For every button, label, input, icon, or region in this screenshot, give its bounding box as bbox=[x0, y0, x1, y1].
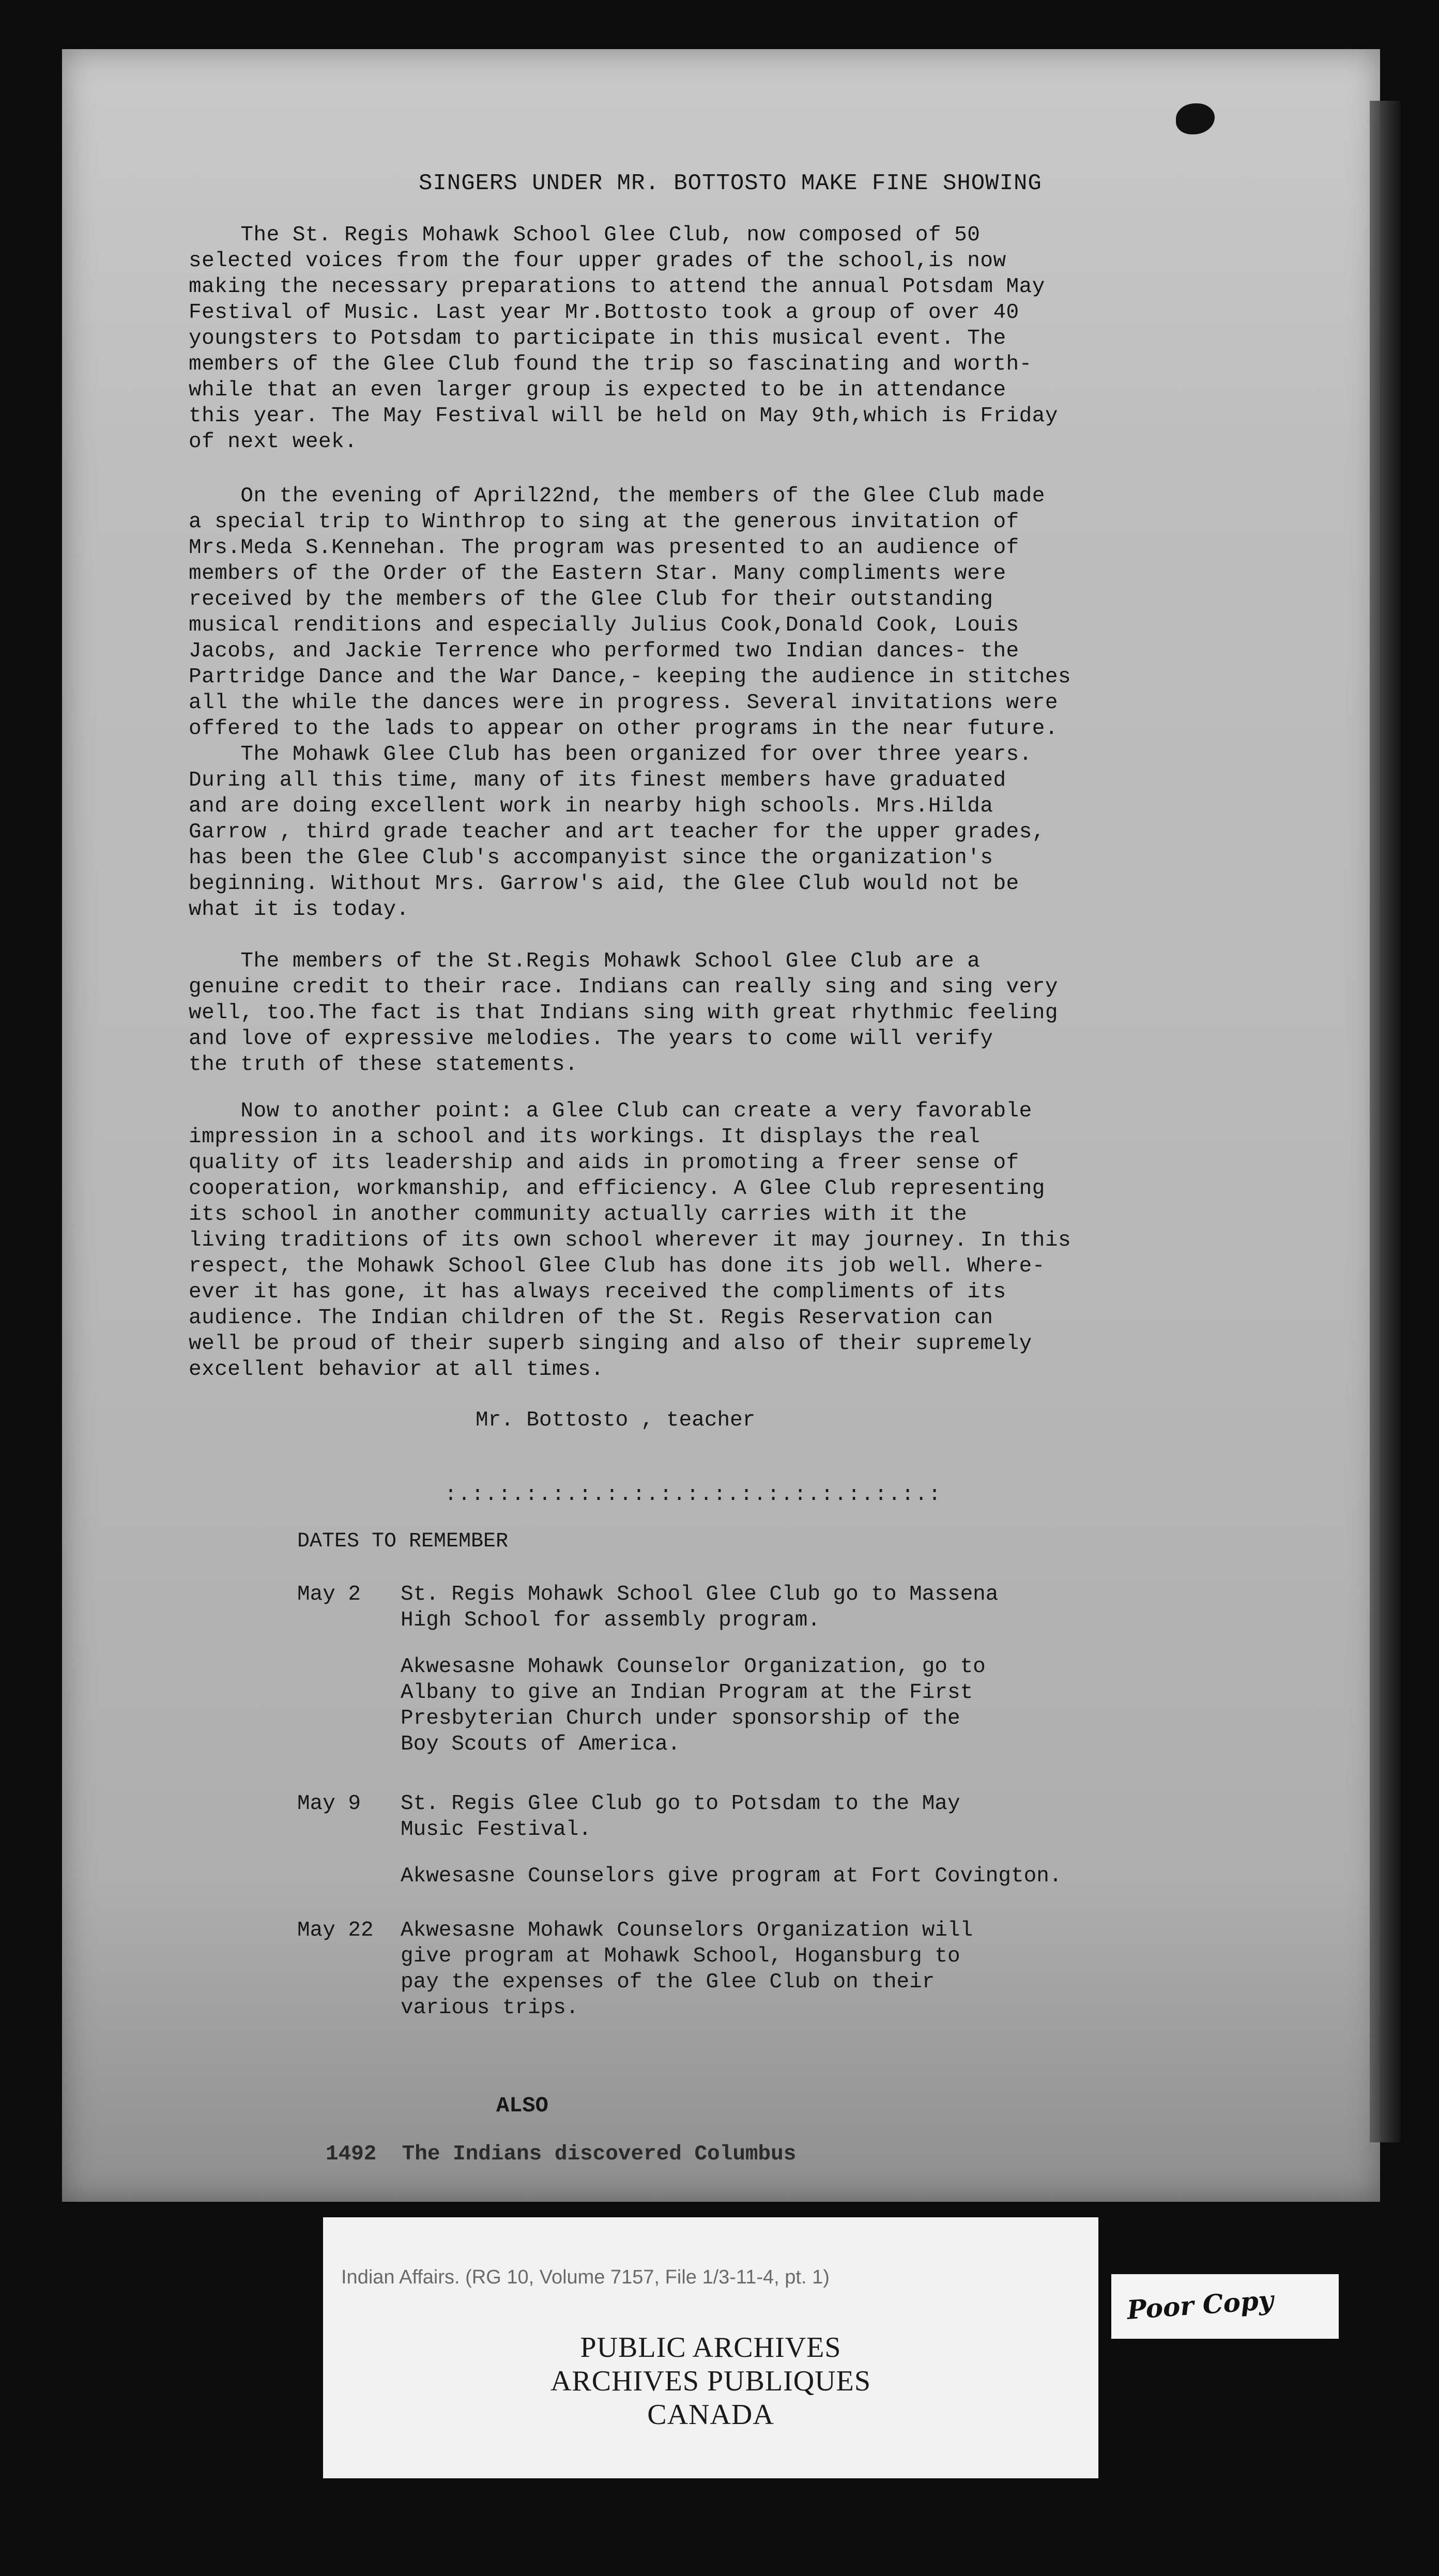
signature-line: Mr. Bottosto , teacher bbox=[476, 1408, 756, 1432]
event-date: May 9 bbox=[297, 1792, 361, 1816]
typed-line: During all this time, many of its finest members have graduated bbox=[189, 769, 1006, 792]
dates-heading: DATES TO REMEMBER bbox=[297, 1530, 509, 1553]
typed-line: ever it has gone, it has always received the compliments of its bbox=[189, 1280, 1006, 1304]
typed-line: beginning. Without Mrs. Garrow's aid, the Glee Club would not be bbox=[189, 872, 1019, 896]
typed-line: excellent behavior at all times. bbox=[189, 1358, 604, 1382]
typed-line: what it is today. bbox=[189, 898, 409, 922]
paragraph-credit-to-race bbox=[189, 948, 1290, 1078]
typed-line: while that an even larger group is expected to be in attendance bbox=[189, 378, 1006, 402]
event-item-gap bbox=[401, 1633, 1279, 1654]
event-body bbox=[401, 1791, 1279, 1889]
paragraph-winthrop-trip bbox=[189, 483, 1290, 923]
event-line: Albany to give an Indian Program at the First bbox=[401, 1681, 973, 1705]
typed-line: The Mohawk Glee Club has been organized for over three years. bbox=[189, 743, 1032, 766]
event-line: Presbyterian Church under sponsorship of the bbox=[401, 1707, 960, 1730]
columbus-footnote: 1492 The Indians discovered Columbus bbox=[326, 2142, 797, 2166]
event-line: St. Regis Mohawk School Glee Club go to Massena bbox=[401, 1583, 999, 1606]
event-date: May 22 bbox=[297, 1919, 374, 1942]
poor-copy-text: Poor Copy bbox=[1126, 2284, 1275, 2325]
event-line: St. Regis Glee Club go to Potsdam to the May bbox=[401, 1792, 960, 1816]
typed-line: musical renditions and especially Julius Cook,Donald Cook, Louis bbox=[189, 614, 1019, 637]
separator-line: :.:.:.:.:.:.:.:.:.:.:.:.:.:.:.:.:.:.: bbox=[445, 1483, 942, 1507]
event-line: various trips. bbox=[401, 1996, 579, 2020]
typed-line: all the while the dances were in progress. Several invitations were bbox=[189, 691, 1058, 715]
typed-line: its school in another community actually carries with it the bbox=[189, 1203, 968, 1226]
archive-citation: Indian Affairs. (RG 10, Volume 7157, File 1/3-11-4, pt. 1) bbox=[341, 2266, 830, 2288]
typed-line: this year. The May Festival will be held on May 9th,which is Friday bbox=[189, 404, 1058, 428]
typed-line: well, too.The fact is that Indians sing with great rhythmic feeling bbox=[189, 1001, 1058, 1025]
typed-line: has been the Glee Club's accompanyist since the organization's bbox=[189, 846, 993, 870]
typed-line: Festival of Music. Last year Mr.Bottosto took a group of over 40 bbox=[189, 301, 1019, 325]
event-line: Music Festival. bbox=[401, 1818, 592, 1842]
event-body bbox=[401, 1582, 1279, 1757]
typed-line: well be proud of their superb singing and also of their supremely bbox=[189, 1332, 1032, 1356]
paragraph-glee-club-intro bbox=[189, 222, 1290, 455]
typed-line: Now to another point: a Glee Club can create a very favorable bbox=[189, 1099, 1032, 1123]
event-line: High School for assembly program. bbox=[401, 1608, 820, 1632]
also-heading: ALSO bbox=[496, 2093, 548, 2118]
typed-line: youngsters to Potsdam to participate in this musical event. The bbox=[189, 327, 1006, 350]
event-date: May 2 bbox=[297, 1583, 361, 1606]
event-item-gap bbox=[401, 1843, 1279, 1863]
paragraph-favorable-impression bbox=[189, 1098, 1290, 1383]
event-body bbox=[401, 1918, 1279, 2021]
typed-line: offered to the lads to appear on other programs in the near future. bbox=[189, 717, 1058, 741]
archive-name-english: PUBLIC ARCHIVES bbox=[580, 2332, 841, 2364]
typed-line: quality of its leadership and aids in promoting a freer sense of bbox=[189, 1151, 1019, 1175]
typed-line: On the evening of April22nd, the members of the Glee Club made bbox=[189, 484, 1045, 508]
typed-line: members of the Glee Club found the trip so fascinating and worth- bbox=[189, 352, 1032, 376]
typed-line: making the necessary preparations to attend the annual Potsdam May bbox=[189, 275, 1045, 299]
event-line: Boy Scouts of America. bbox=[401, 1732, 681, 1756]
event-line: give program at Mohawk School, Hogansburg to bbox=[401, 1944, 960, 1968]
typed-line: of next week. bbox=[189, 430, 358, 454]
typed-line: Partridge Dance and the War Dance,- keeping the audience in stitches bbox=[189, 665, 1071, 689]
typed-line: received by the members of the Glee Club for their outstanding bbox=[189, 588, 993, 611]
typed-line: The members of the St.Regis Mohawk School Glee Club are a bbox=[189, 949, 981, 973]
typed-line: and are doing excellent work in nearby high schools. Mrs.Hilda bbox=[189, 794, 993, 818]
typed-line: Mrs.Meda S.Kennehan. The program was presented to an audience of bbox=[189, 536, 1019, 560]
event-line: Akwesasne Mohawk Counselor Organization, go to bbox=[401, 1655, 986, 1679]
sheet-edge-shadow bbox=[1370, 101, 1401, 2142]
typed-line: selected voices from the four upper grades of the school,is now bbox=[189, 249, 1006, 273]
typed-line: living traditions of its own school wherever it may journey. In this bbox=[189, 1229, 1071, 1252]
typed-line: Jacobs, and Jackie Terrence who performed two Indian dances- the bbox=[189, 639, 1019, 663]
poor-copy-stamp bbox=[1111, 2274, 1339, 2339]
typed-line: the truth of these statements. bbox=[189, 1053, 578, 1077]
typed-line: cooperation, workmanship, and efficiency. A Glee Club representing bbox=[189, 1177, 1045, 1201]
typed-line: members of the Order of the Eastern Star. Many compliments were bbox=[189, 562, 1006, 586]
archive-label bbox=[323, 2217, 1098, 2478]
typed-line: audience. The Indian children of the St. Regis Reservation can bbox=[189, 1306, 993, 1330]
typed-line: genuine credit to their race. Indians can really sing and sing very bbox=[189, 975, 1058, 999]
typed-line: The St. Regis Mohawk School Glee Club, now composed of 50 bbox=[189, 223, 981, 247]
typed-line: impression in a school and its workings. It displays the real bbox=[189, 1125, 981, 1149]
typed-line: a special trip to Winthrop to sing at the generous invitation of bbox=[189, 510, 1019, 534]
event-line: Akwesasne Counselors give program at Fort Covington. bbox=[401, 1864, 1062, 1888]
archive-country: CANADA bbox=[647, 2399, 774, 2431]
document-title: SINGERS UNDER MR. BOTTOSTO MAKE FINE SHOWING bbox=[419, 171, 1042, 196]
typed-line: Garrow , third grade teacher and art teacher for the upper grades, bbox=[189, 820, 1045, 844]
event-line: Akwesasne Mohawk Counselors Organization will bbox=[401, 1919, 973, 1942]
event-line: pay the expenses of the Glee Club on their bbox=[401, 1970, 935, 1994]
archive-name-french: ARCHIVES PUBLIQUES bbox=[550, 2365, 871, 2397]
typed-line: and love of expressive melodies. The years to come will verify bbox=[189, 1027, 993, 1051]
typed-line: respect, the Mohawk School Glee Club has done its job well. Where- bbox=[189, 1254, 1045, 1278]
